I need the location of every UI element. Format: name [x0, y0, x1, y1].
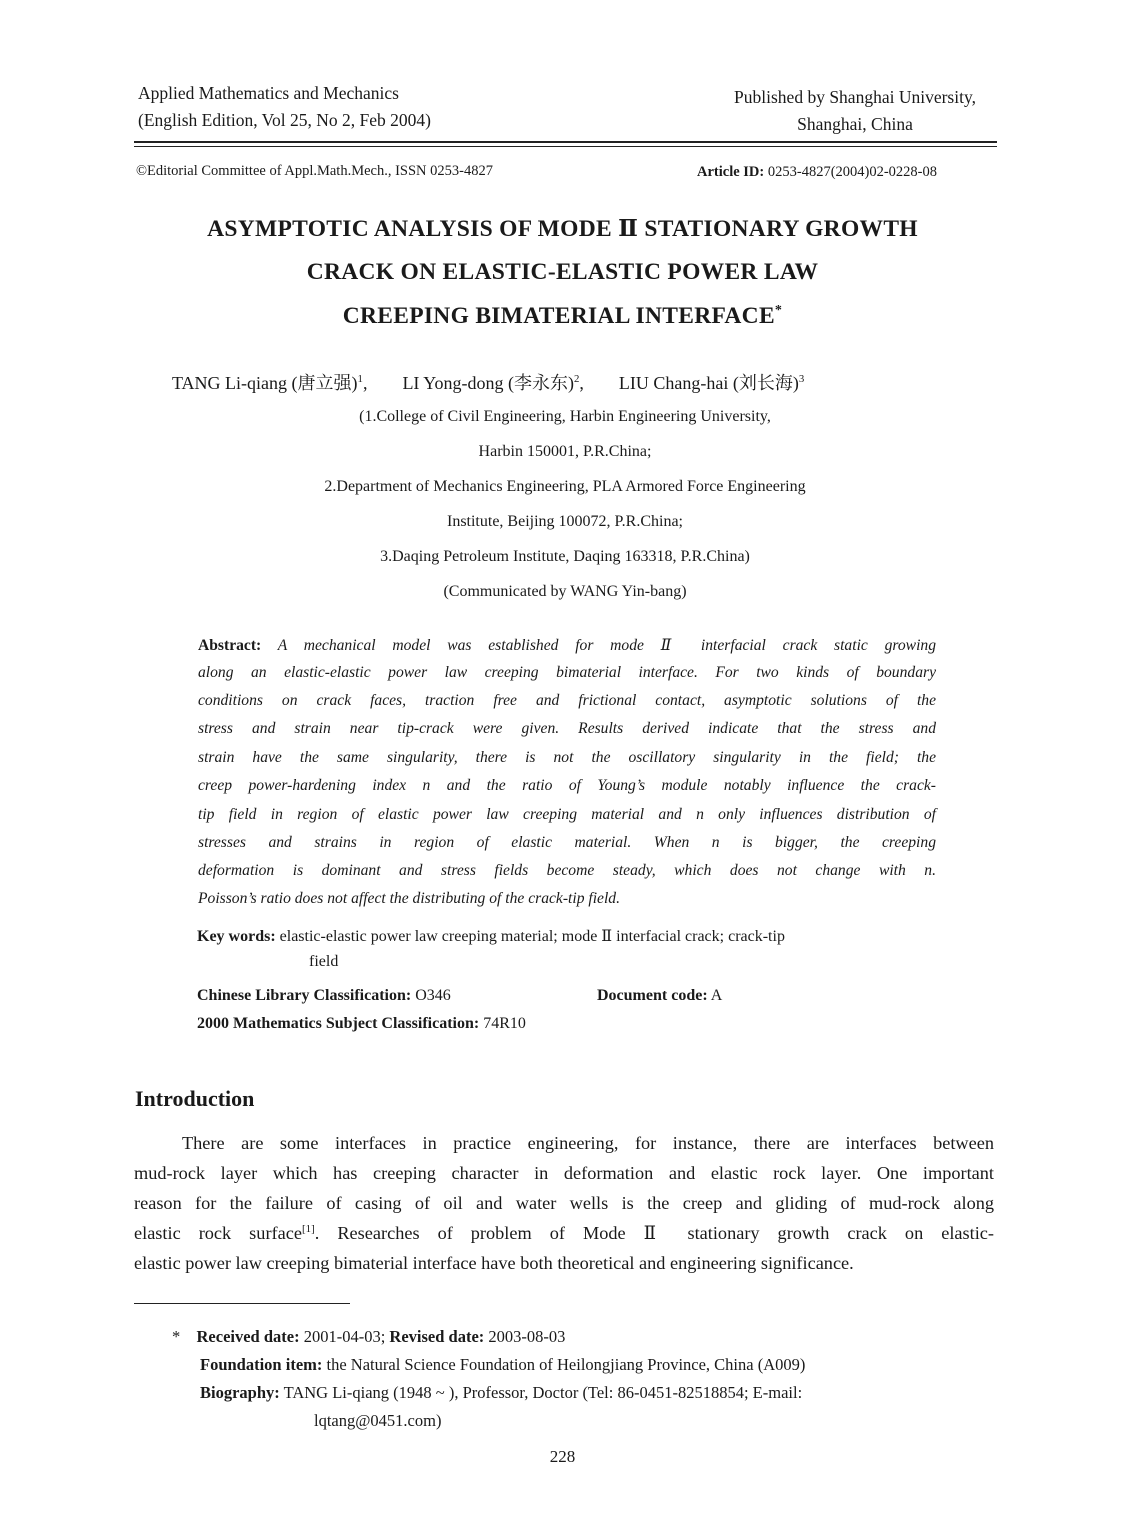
publisher-info: Published by Shanghai University, Shanghai, China — [734, 87, 976, 134]
footnote-biography: Biography: TANG Li-qiang (1948 ~ ), Professor, Doctor (Tel: 86-0451-82518854; E-mail: — [200, 1383, 803, 1402]
abstract-line: conditions on crack faces, traction free and frictional contact, asymptotic solutions of the — [198, 692, 936, 709]
header-rule-thin — [134, 146, 997, 147]
introduction-heading: Introduction — [135, 1086, 255, 1111]
affiliation-line: (1.College of Civil Engineering, Harbin Engineering University, — [359, 408, 771, 425]
copyright-line: ©Editorial Committee of Appl.Math.Mech., ISSN 0253-4827 — [136, 163, 493, 179]
keywords-label: Key words: — [197, 928, 276, 945]
body-line: elastic power law creeping bimaterial interface have both theoretical and engineering significance. — [134, 1253, 854, 1273]
affiliation-line: 2.Department of Mechanics Engineering, PLA Armored Force Engineering — [324, 478, 806, 495]
body-line: elastic rock surface[1]. Researches of problem of Mode Ⅱ stationary growth crack on elastic- — [134, 1222, 994, 1243]
abstract-line: deformation is dominant and stress fields become steady, which does not change with n. — [198, 862, 936, 879]
body-line: There are some interfaces in practice engineering, for instance, there are interfaces between — [182, 1133, 994, 1153]
citation-ref: [1] — [301, 1222, 315, 1235]
communicated-by: (Communicated by WANG Yin-bang) — [443, 583, 687, 600]
keywords-continued: field — [309, 953, 339, 970]
abstract-line: creep power-hardening index n and the ratio of Young’s module notably influence the crack- — [198, 777, 936, 794]
author-3: LIU Chang-hai (刘长海) — [618, 373, 799, 393]
abstract-line: strain have the same singularity, there is not the oscillatory singularity in the field; the — [198, 749, 936, 766]
header-rule-thick — [134, 141, 997, 143]
footnote-rule — [134, 1303, 350, 1304]
footnote-dates: * Received date: 2001-04-03; Revised date: 2003-08-03 — [172, 1327, 566, 1346]
affiliation-line: 3.Daqing Petroleum Institute, Daqing 163318, P.R.China) — [380, 548, 750, 565]
footnote-foundation: Foundation item: the Natural Science Foundation of Heilongjiang Province, China (A009) — [200, 1355, 806, 1374]
abstract-line: along an elastic-elastic power law creeping bimaterial interface. For two kinds of boundary — [198, 664, 936, 681]
body-line: mud-rock layer which has creeping character in deformation and elastic rock layer. One important — [134, 1163, 994, 1183]
footnote-biography-email: lqtang@0451.com) — [314, 1411, 442, 1430]
abstract-line: tip field in region of elastic power law creeping material and n only influences distribution of — [198, 806, 936, 823]
author-1: TANG Li-qiang (唐立强) — [172, 373, 358, 393]
author-2: LI Yong-dong (李永东) — [402, 373, 574, 393]
article-id: Article ID: 0253-4827(2004)02-0228-08 — [697, 164, 938, 180]
affiliation-line: Harbin 150001, P.R.China; — [478, 443, 652, 460]
page-number: 228 — [549, 1447, 576, 1466]
title-footnote-mark: * — [774, 302, 783, 319]
abstract-line: stress and strain near tip-crack were given. Results derived indicate that the stress and — [198, 720, 936, 737]
body-line: reason for the failure of casing of oil and water wells is the creep and gliding of mud-rock along — [134, 1193, 994, 1213]
affiliation-line: Institute, Beijing 100072, P.R.China; — [446, 513, 683, 530]
abstract-label: Abstract: — [198, 637, 262, 654]
abstract-line: stresses and strains in region of elastic material. When n is bigger, the creeping — [198, 834, 936, 851]
abstract-line: Abstract: A mechanical model was established for mode Ⅱ interfacial crack static growing — [198, 637, 936, 654]
paper-title-line2: CRACK ON ELASTIC-ELASTIC POWER LAW — [306, 259, 819, 285]
keywords: Key words: elastic-elastic power law creeping material; mode Ⅱ interfacial crack; crack-tip — [197, 928, 785, 945]
author-list: TANG Li-qiang (唐立强)$^1$, LI Yong-dong (李永东)$^2$, LIU Chang-hai (刘长海)$^3$ — [172, 373, 805, 393]
msc-classification: 2000 Mathematics Subject Classification: 74R10 — [197, 1015, 526, 1032]
journal-name: Applied Mathematics and Mechanics (English Edition, Vol 25, No 2, Feb 2004) — [138, 83, 431, 130]
chinese-library-classification: Chinese Library Classification: O346 — [197, 987, 451, 1004]
abstract-line: Poisson’s ratio does not affect the distributing of the crack-tip field. — [198, 890, 621, 907]
paper-title-line3: CREEPING BIMATERIAL INTERFACE* — [342, 302, 783, 329]
document-code: Document code: A — [597, 987, 723, 1004]
paper-title-line1: ASYMPTOTIC ANALYSIS OF MODE Ⅱ STATIONARY GROWTH — [207, 216, 918, 242]
